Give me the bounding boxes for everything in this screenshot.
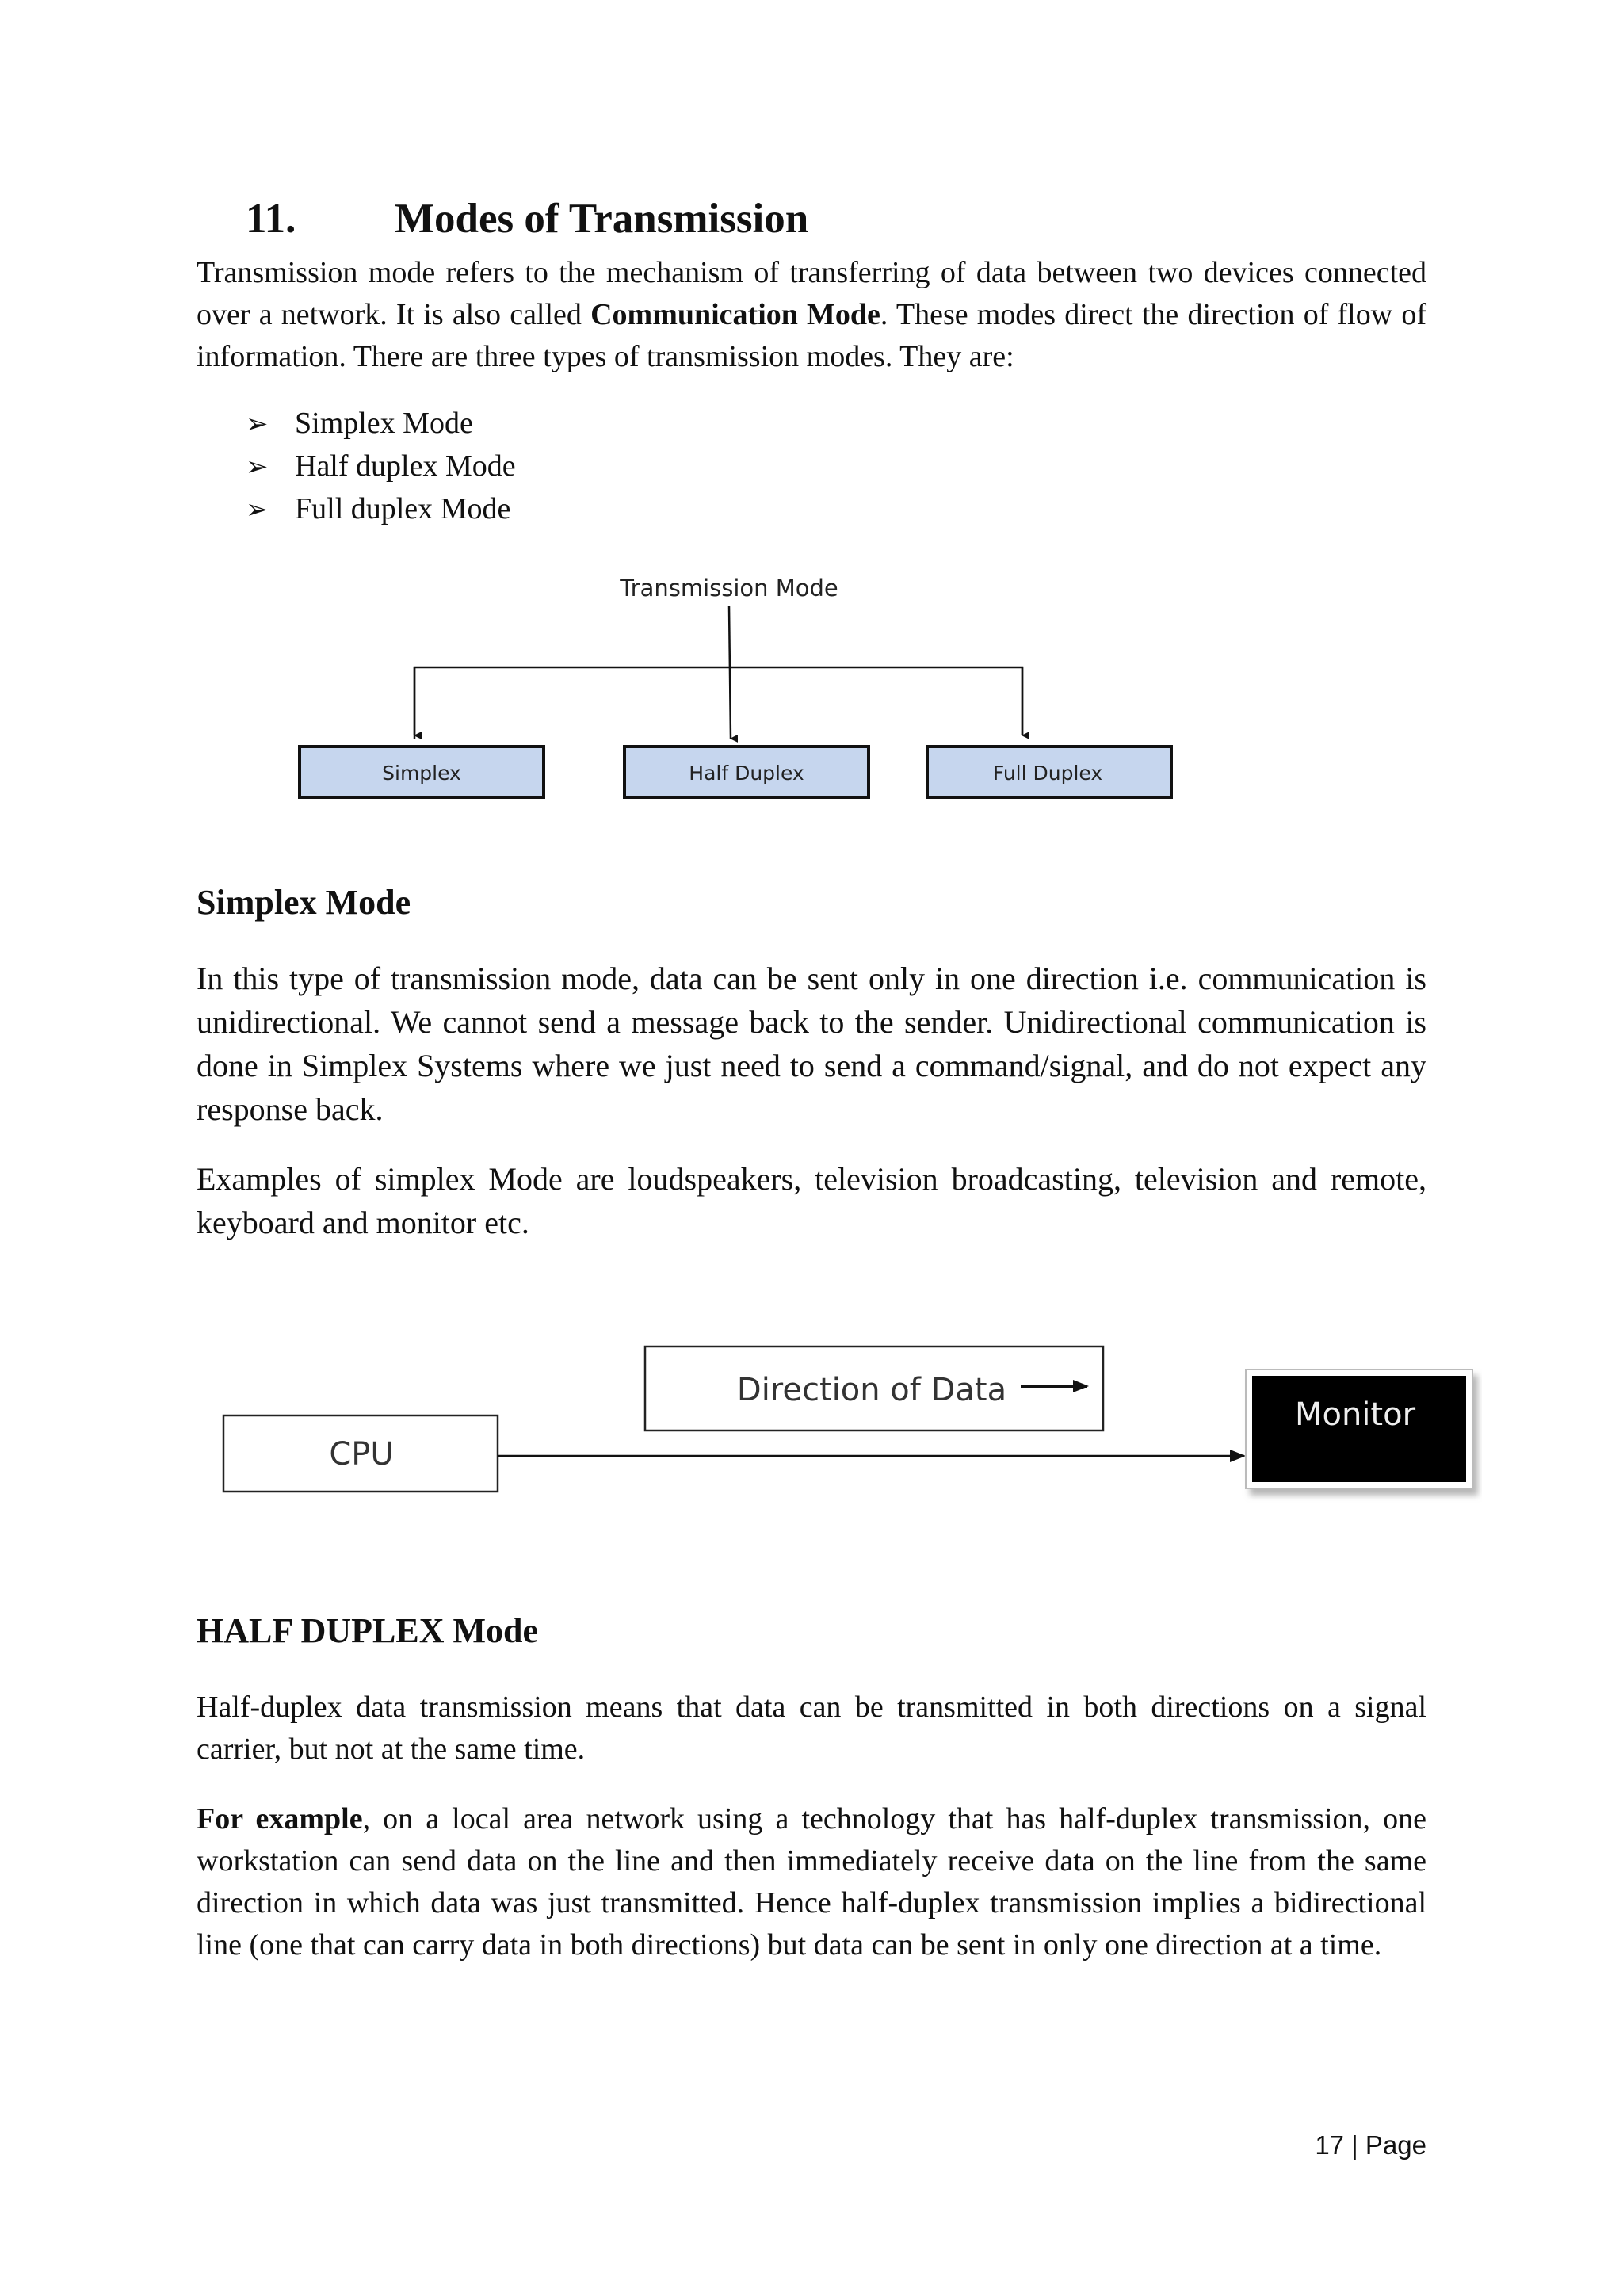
- simplex-heading: Simplex Mode: [197, 883, 411, 922]
- list-item: ➢ Simplex Mode: [246, 403, 516, 445]
- half-duplex-paragraph-2: [197, 1798, 1426, 1966]
- section-heading: [246, 195, 808, 243]
- arrow-bullet-icon: ➢: [246, 408, 269, 440]
- arrow-bullet-icon: ➢: [246, 494, 269, 525]
- section-title: Modes of Transmission: [395, 196, 809, 242]
- simplex-paragraph-2: Examples of simplex Mode are loudspeakers, television broadcasting, television and remote, keyboard and monitor etc.: [197, 1161, 1426, 1240]
- simplex-paragraph-1: In this type of transmission mode, data can be sent only in one direction i.e. communication is unidirectional. We cannot send a message back to the sender. Unidirectional communication is done in Simplex Systems where we just need to send a command/signal, and do not expect any response back.: [197, 961, 1426, 1127]
- intro-text-start: Transmission mode refers to the mechanism of transferring of data between two devices connected over a network. It is also called: [197, 256, 1426, 331]
- branch-connector: [414, 667, 1022, 739]
- half-duplex-box-label: Half Duplex: [689, 762, 804, 785]
- intro-text-end: . These modes direct the direction of flow of information. There are three types of transmission modes. They are:: [197, 298, 1426, 373]
- section-number: 11.: [246, 196, 296, 242]
- simplex-diagram: [214, 1339, 1482, 1514]
- transmission-mode-diagram: [285, 563, 1189, 808]
- list-item: ➢ Full duplex Mode: [246, 488, 516, 531]
- half-duplex-heading: HALF DUPLEX Mode: [197, 1611, 539, 1650]
- diagram-root-label: Transmission Mode: [620, 575, 838, 602]
- mode-list: [246, 403, 516, 531]
- monitor-label: Monitor: [1294, 1396, 1416, 1433]
- full-duplex-box-label: Full Duplex: [992, 762, 1103, 785]
- example-text: , on a local area network using a technology that has half-duplex transmission, one workstation can send data on the line and then immediately receive data on the line from the same direction in which data was just transmitted. Hence half-duplex transmission implies a bidirectional line (one that can carry data in both directions) but data can be sent in only one direction at a time.: [197, 1802, 1426, 1962]
- example-bold-label: For example: [197, 1802, 363, 1836]
- page-number: 17 | Page: [1315, 2130, 1426, 2160]
- simplex-box-label: Simplex: [382, 762, 461, 785]
- cpu-label: CPU: [329, 1436, 394, 1473]
- arrow-bullet-icon: ➢: [246, 451, 269, 483]
- intro-bold-term: Communication Mode: [590, 298, 880, 331]
- intro-paragraph: [197, 252, 1426, 378]
- root-arrow: [729, 606, 731, 739]
- half-duplex-paragraph-1: Half-duplex data transmission means that data can be transmitted in both directions on a signal carrier, but not at the same time.: [197, 1690, 1426, 1766]
- direction-label: Direction of Data: [736, 1372, 1007, 1408]
- list-item: ➢ Half duplex Mode: [246, 445, 516, 488]
